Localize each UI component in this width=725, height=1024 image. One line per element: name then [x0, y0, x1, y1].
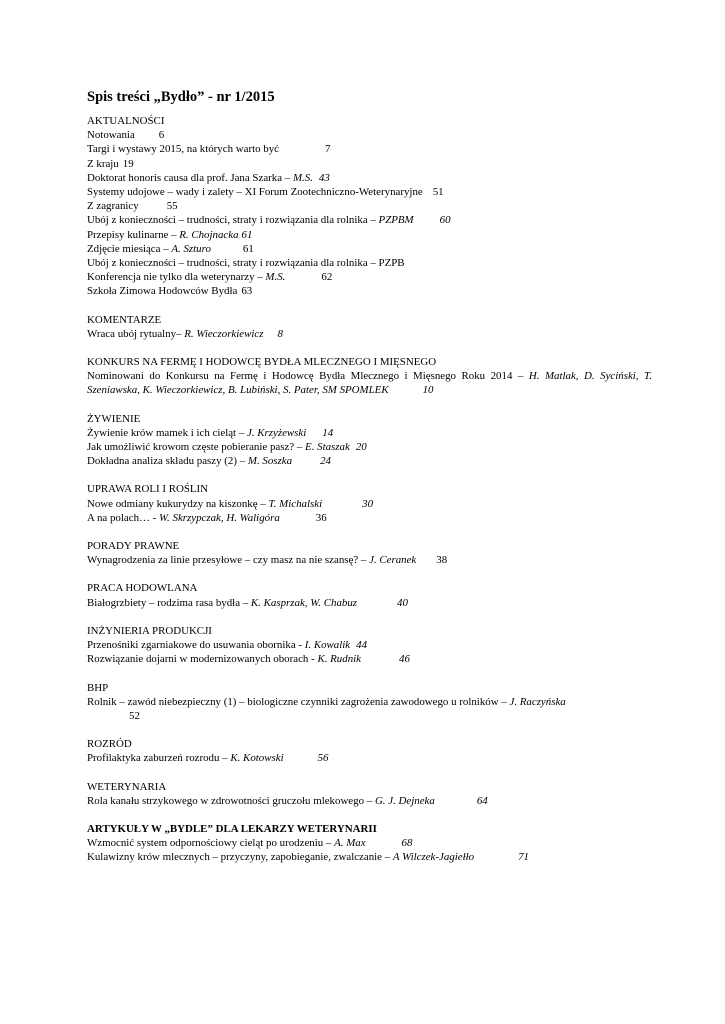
toc-entry — [87, 695, 652, 723]
section-artykuly-dla-lekarzy — [87, 822, 652, 865]
section-heading: PORADY PRAWNE — [87, 540, 180, 553]
page-number: 71 — [518, 851, 529, 864]
toc-entry — [87, 284, 652, 298]
entry-title: Zdjęcie miesiąca – — [87, 242, 172, 255]
toc-entry — [87, 440, 652, 454]
section-heading: ROZRÓD — [87, 738, 132, 751]
page-number: 7 — [325, 143, 331, 156]
entry-author: M.S. — [292, 171, 313, 184]
toc-entry — [87, 850, 652, 864]
page-number: 52 — [129, 709, 140, 722]
toc-entry — [87, 454, 652, 468]
section-zywienie — [87, 412, 652, 469]
section-heading: KONKURS NA FERMĘ I HODOWCĘ BYDŁA MLECZNEGO I MIĘSNEGO — [87, 356, 437, 369]
entry-author: H. Matlak, D. Syciński, T. Szeniawska, K. Wieczorkiewicz, B. Lubiński, S. Pater, SM SPOMLEK — [87, 370, 653, 397]
page-number: 24 — [320, 455, 331, 468]
toc-entry — [87, 751, 652, 765]
toc-entry — [87, 157, 652, 171]
page-number: 64 — [476, 794, 488, 807]
toc-entry — [87, 327, 652, 341]
entry-title: Z zagranicy — [87, 200, 139, 213]
section-komentarze — [87, 313, 652, 341]
entry-author: A. Szturo — [171, 242, 211, 255]
toc-entry — [87, 511, 652, 525]
section-heading: UPRAWA ROLI I ROŚLIN — [87, 483, 209, 496]
entry-title: Wzmocnić system odpornościowy cieląt po urodzeniu – — [87, 837, 335, 850]
entry-title: Rola kanału strzykowego w zdrowotności gruczołu mlekowego – — [87, 794, 375, 807]
section-inzynieria-produkcji — [87, 624, 652, 667]
section-heading: INŻYNIERIA PRODUKCJI — [87, 624, 212, 637]
page-number: 19 — [122, 157, 134, 170]
entry-title: Białogrzbiety – rodzima rasa bydła – — [87, 596, 251, 609]
page-number: 68 — [401, 837, 413, 850]
entry-title: Doktorat honoris causa dla prof. Jana Szarka – — [87, 171, 293, 184]
entry-author: M.S. — [265, 271, 286, 284]
toc-entry — [87, 242, 652, 256]
entry-author: M. Soszka — [247, 455, 293, 468]
page-number: 51 — [432, 186, 444, 199]
section-rozrod — [87, 737, 652, 765]
entry-title: Targi i wystawy 2015, na których warto być — [87, 143, 279, 156]
entry-author: PZPBM — [378, 214, 414, 227]
entry-author: J. Raczyńska — [509, 695, 566, 708]
toc-entry — [87, 638, 652, 652]
section-konkurs — [87, 355, 652, 398]
entry-author: I. Kowalik — [304, 639, 351, 652]
section-porady-prawne — [87, 539, 652, 567]
toc-entry — [87, 836, 652, 850]
toc-entry — [87, 228, 652, 242]
entry-author: A. Max — [334, 837, 366, 850]
entry-author: J. Ceranek — [369, 554, 417, 567]
section-praca-hodowlana — [87, 581, 652, 609]
section-bhp — [87, 681, 652, 724]
entry-author: W. Skrzypczak, H. Waligóra — [158, 511, 280, 524]
page-number: 14 — [322, 426, 334, 439]
entry-title: A na polach… - — [87, 511, 159, 524]
toc-entry — [87, 652, 652, 666]
page-number: 20 — [355, 441, 367, 454]
toc-entry — [87, 794, 652, 808]
entry-author: K. Rudnik — [317, 653, 361, 666]
entry-title: Żywienie krów mamek i ich cieląt – — [87, 426, 247, 439]
page-number: 10 — [422, 384, 434, 397]
entry-title: Rolnik – zawód niebezpieczny (1) – biologiczne czynniki zagrożenia zawodowego u rolników – — [87, 695, 510, 708]
page-number: 61 — [242, 242, 254, 255]
toc-entry — [87, 596, 652, 610]
entry-title: Nominowani do Konkursu na Fermę i Hodowcę Bydła Mlecznego i Mięsnego Roku 2014 – — [87, 370, 529, 383]
entry-title: Przepisy kulinarne – — [87, 228, 180, 241]
entry-author: R. Wieczorkiewicz — [184, 327, 264, 340]
page-number: 61 — [241, 228, 253, 241]
page-number: 30 — [362, 497, 374, 510]
page-number: 63 — [241, 285, 253, 298]
table-of-contents — [87, 114, 652, 879]
toc-entry — [87, 128, 652, 142]
toc-entry — [87, 199, 652, 213]
entry-author: G. J. Dejneka — [374, 794, 435, 807]
entry-author: J. Krzyżewski — [246, 426, 307, 439]
toc-entry — [87, 185, 652, 199]
entry-author: K. Kotowski — [230, 752, 284, 765]
entry-title: Nowe odmiany kukurydzy na kiszonkę – — [87, 497, 269, 510]
entry-title: Notowania — [87, 129, 135, 142]
entry-title: Ubój z konieczności – trudności, straty i rozwiązania dla rolnika – PZPB — [87, 257, 405, 270]
entry-title: Ubój z konieczności – trudności, straty i rozwiązania dla rolnika – — [87, 214, 379, 227]
page-number: 62 — [321, 271, 333, 284]
entry-author: A Wilczek-Jagiełło — [392, 851, 475, 864]
toc-entry — [87, 171, 652, 185]
entry-title: Z kraju — [87, 157, 119, 170]
page-number: 8 — [277, 327, 283, 340]
document-title: Spis treści „Bydło” - nr 1/2015 — [87, 89, 275, 105]
entry-title: Rozwiązanie dojarni w modernizowanych oborach - — [87, 653, 318, 666]
toc-entry — [87, 256, 652, 270]
entry-title: Przenośniki zgarniakowe do usuwania obornika - — [87, 639, 305, 652]
entry-title: Profilaktyka zaburzeń rozrodu – — [87, 752, 231, 765]
page-number: 36 — [315, 511, 327, 524]
page-number: 46 — [399, 653, 410, 666]
toc-entry — [87, 553, 652, 567]
toc-entry — [87, 213, 652, 227]
page-number: 43 — [318, 171, 330, 184]
toc-entry — [87, 497, 652, 511]
section-heading: KOMENTARZE — [87, 313, 162, 326]
section-heading: WETERYNARIA — [87, 780, 167, 793]
page-number: 56 — [317, 752, 329, 765]
section-uprawa — [87, 482, 652, 525]
entry-author: E. Staszak — [305, 441, 350, 454]
entry-title: Wynagrodzenia za linie przesyłowe – czy masz na nie szansę? – — [87, 554, 370, 567]
page-number: 55 — [166, 200, 178, 213]
entry-title: Szkoła Zimowa Hodowców Bydła — [87, 285, 238, 298]
toc-entry — [87, 270, 652, 284]
section-heading: BHP — [87, 681, 109, 694]
entry-title: Wraca ubój rytualny– — [87, 327, 185, 340]
entry-title: Jak umożliwić krowom częste pobieranie pasz? – — [87, 441, 306, 454]
toc-entry — [87, 369, 652, 397]
section-weterynaria — [87, 780, 652, 808]
entry-author: K. Kasprzak, W. Chabuz — [250, 596, 358, 609]
section-aktualnosci — [87, 114, 652, 299]
page-number: 44 — [356, 639, 368, 652]
section-heading: ŻYWIENIE — [87, 412, 141, 425]
entry-title: Kulawizny krów mlecznych – przyczyny, zapobieganie, zwalczanie – — [87, 851, 393, 864]
toc-entry — [87, 426, 652, 440]
entry-title: Systemy udojowe – wady i zalety – XI Forum Zootechniczno-Weterynaryjne — [87, 186, 423, 199]
section-heading: ARTYKUŁY W „BYDLE” DLA LEKARZY WETERYNARII — [87, 822, 377, 835]
toc-entry — [87, 142, 652, 156]
section-heading: PRACA HODOWLANA — [87, 582, 198, 595]
entry-title: Konferencja nie tylko dla weterynarzy – — [87, 271, 266, 284]
section-heading: AKTUALNOŚCI — [87, 115, 165, 127]
entry-title: Dokładna analiza składu paszy (2) – — [87, 455, 248, 468]
page-number: 38 — [436, 554, 448, 567]
entry-author: R. Chojnacka — [179, 228, 239, 241]
entry-author: T. Michalski — [268, 497, 323, 510]
page-number: 40 — [397, 596, 408, 609]
page-number: 6 — [158, 129, 165, 142]
page-number: 60 — [439, 214, 451, 227]
